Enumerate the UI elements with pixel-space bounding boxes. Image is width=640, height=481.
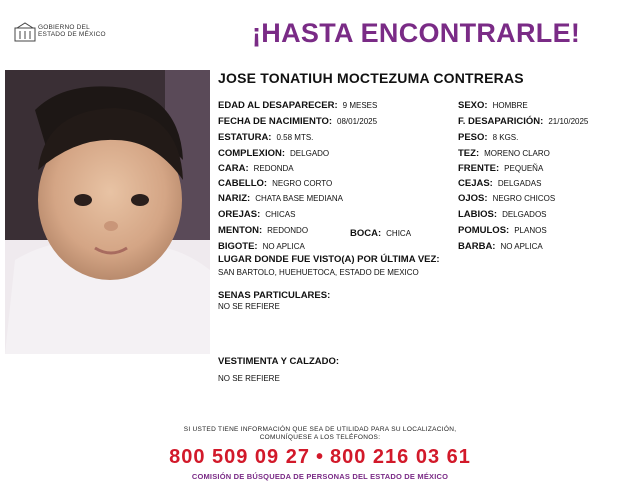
field-label: CABELLO:	[218, 178, 268, 189]
field-value: REDONDO	[267, 226, 309, 235]
marks-label: SENAS PARTICULARES:	[218, 290, 331, 301]
gov-line-1: GOBIERNO DEL	[38, 24, 90, 31]
missing-person-photo	[5, 70, 210, 354]
marks-value: NO SE REFIERE	[218, 302, 280, 311]
field-label: FRENTE:	[458, 163, 500, 174]
last-seen-value: SAN BARTOLO, HUEHUETOCA, ESTADO DE MEXICO	[218, 268, 419, 277]
government-label	[38, 24, 106, 38]
state-seal-logo	[14, 22, 36, 42]
field-label: F. DESAPARICIÓN:	[458, 116, 544, 127]
field-value: NO APLICA	[500, 242, 543, 251]
field-label: BIGOTE:	[218, 241, 258, 252]
field-value: DELGADOS	[502, 210, 547, 219]
field-label: PESO:	[458, 132, 488, 143]
field-label: SEXO:	[458, 100, 488, 111]
footer-note-line-1: SI USTED TIENE INFORMACIÓN QUE SEA DE UTILIDAD PARA SU LOCALIZACIÓN,	[183, 426, 457, 433]
field-label: OREJAS:	[218, 209, 261, 220]
field-label: BARBA:	[458, 241, 496, 252]
clothing-label: VESTIMENTA Y CALZADO:	[218, 356, 340, 367]
field-value: 9 MESES	[342, 101, 378, 110]
field-barba	[458, 236, 543, 254]
field-label: NARIZ:	[218, 193, 251, 204]
field-label: CEJAS:	[458, 178, 493, 189]
person-name: JOSE TONATIUH MOCTEZUMA CONTRERAS	[218, 70, 524, 86]
field-label: ESTATURA:	[218, 132, 272, 143]
field-value: MORENO CLARO	[484, 149, 550, 158]
last-seen-label: LUGAR DONDE FUE VISTO(A) POR ÚLTIMA VEZ:	[218, 254, 440, 265]
phone-number-2[interactable]: 800 216 03 61	[330, 446, 471, 468]
field-value: 08/01/2025	[337, 117, 378, 126]
phone-number-1[interactable]: 800 509 09 27	[169, 446, 310, 468]
field-value: PLANOS	[514, 226, 547, 235]
field-value: CHICAS	[265, 210, 296, 219]
field-value: 0.58 MTS.	[276, 133, 314, 142]
field-label: EDAD AL DESAPARECER:	[218, 100, 338, 111]
footer-note-line-2: COMUNÍQUESE A LOS TELÉFONOS:	[259, 434, 381, 441]
gov-line-2: ESTADO DE MÉXICO	[38, 31, 106, 38]
field-value: CHICA	[386, 229, 412, 238]
field-value: DELGADO	[290, 149, 330, 158]
field-value: NO APLICA	[262, 242, 305, 251]
field-value: NEGRO CHICOS	[492, 194, 556, 203]
field-value: NEGRO CORTO	[272, 179, 333, 188]
field-bigote	[218, 236, 305, 254]
field-label: COMPLEXION:	[218, 148, 286, 159]
field-value: DELGADAS	[497, 179, 542, 188]
field-label: POMULOS:	[458, 225, 510, 236]
field-label: CARA:	[218, 163, 249, 174]
field-value: PEQUEÑA	[504, 164, 544, 173]
field-label: TEZ:	[458, 148, 480, 159]
field-label: FECHA DE NACIMIENTO:	[218, 116, 332, 127]
field-label: BOCA:	[350, 228, 382, 239]
field-value: REDONDA	[253, 164, 294, 173]
separator-dot: •	[315, 446, 324, 468]
clothing-value: NO SE REFIERE	[218, 374, 280, 383]
field-label: OJOS:	[458, 193, 488, 204]
headline: ¡HASTA ENCONTRARLE!	[252, 18, 581, 48]
field-value: HOMBRE	[492, 101, 528, 110]
commission-name: COMISIÓN DE BÚSQUEDA DE PERSONAS DEL ESTADO DE MÉXICO	[191, 472, 449, 481]
field-label: LABIOS:	[458, 209, 498, 220]
field-boca	[350, 223, 411, 241]
phone-numbers	[0, 446, 640, 469]
footer-note	[0, 426, 640, 442]
field-value: CHATA BASE MEDIANA	[255, 194, 343, 203]
field-value: 21/10/2025	[548, 117, 589, 126]
field-label: MENTON:	[218, 225, 263, 236]
field-value: 8 KGS.	[492, 133, 519, 142]
